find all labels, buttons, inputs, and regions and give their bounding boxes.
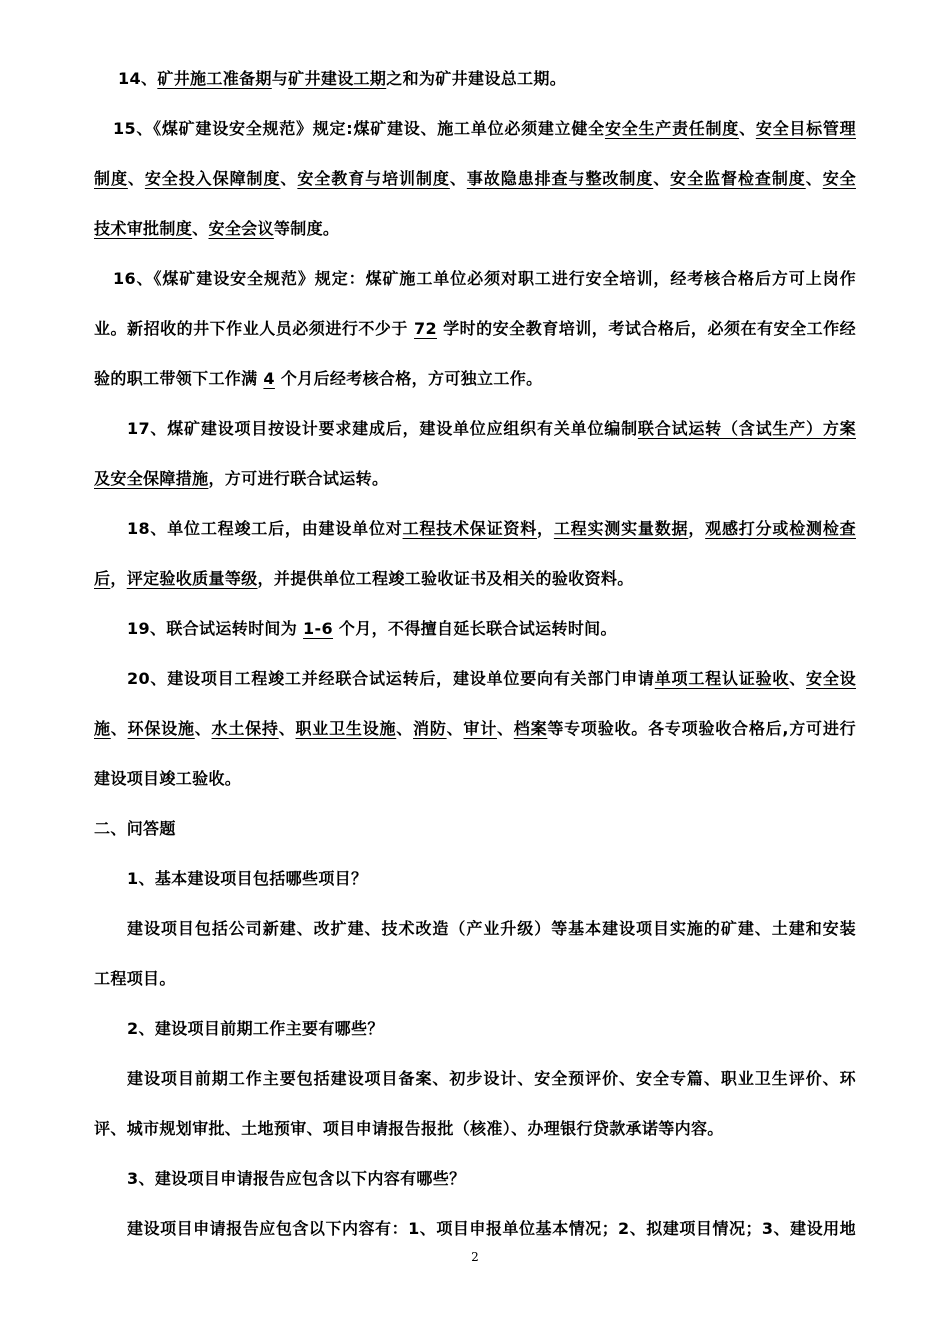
- page-number: 2: [471, 1250, 479, 1264]
- blank-answer: 矿井施工准备期: [157, 69, 272, 88]
- text-run: 、: [278, 719, 296, 738]
- question-1: 1、基本建设项目包括哪些项目？: [127, 869, 368, 888]
- item-20-line-1: [127, 668, 856, 690]
- text-run: 、: [805, 169, 823, 188]
- item-15-line-2: [94, 168, 856, 190]
- text-run: 、: [396, 719, 414, 738]
- text-run: 业。新招收的井下作业人员必须进行不少于: [94, 319, 415, 338]
- blank-answer: 1-6: [303, 619, 334, 638]
- text-run: 与: [271, 69, 289, 88]
- blank-answer: 安全教育与培训制度: [297, 169, 450, 188]
- blank-answer: 安全设: [806, 669, 856, 688]
- text-run: 等制度。: [273, 219, 340, 238]
- item-18-line-2: [94, 568, 856, 590]
- blank-answer: 技术审批制度: [94, 219, 193, 238]
- text-run: 、: [280, 169, 298, 188]
- answer-3-line-1: 建设项目申请报告应包含以下内容有：1、项目申报单位基本情况；2、拟建项目情况；3、建设用地: [127, 1219, 856, 1238]
- text-run: 、: [446, 719, 464, 738]
- question-2: 2、建设项目前期工作主要有哪些？: [127, 1019, 384, 1038]
- blank-answer: 制度: [94, 169, 128, 188]
- blank-answer: 72: [414, 319, 437, 338]
- text-run: 17、煤矿建设项目按设计要求建成后，建设单位应组织有关单位编制: [127, 419, 638, 438]
- text-run: 个月，不得擅自延长联合试运转时间。: [333, 619, 617, 638]
- text-run: 、: [110, 719, 128, 738]
- blank-answer: 水土保持: [211, 719, 279, 738]
- blank-answer: 审计: [463, 719, 497, 738]
- item-19: [127, 618, 856, 640]
- answer-2-line-2: 评、城市规划审批、土地预审、项目申请报告报批（核准）、办理银行贷款承诺等内容。: [94, 1119, 724, 1138]
- blank-answer: 评定验收质量等级: [126, 569, 258, 588]
- question-3: 3、建设项目申请报告应包含以下内容有哪些？: [127, 1169, 466, 1188]
- blank-answer: 安全: [822, 169, 856, 188]
- text-run: ，: [688, 519, 706, 538]
- item-17-line-2: [94, 468, 856, 490]
- blank-answer: 档案: [513, 719, 548, 738]
- answer-1-line-2: 工程项目。: [94, 969, 176, 988]
- blank-answer: 安全监督检查制度: [670, 169, 806, 188]
- text-run: ，: [537, 519, 554, 538]
- blank-answer: 4: [263, 369, 275, 388]
- item-14: [118, 68, 856, 90]
- text-run: 、: [192, 219, 209, 238]
- blank-answer: 安全投入保障制度: [144, 169, 281, 188]
- blank-answer: 安全生产责任制度: [604, 119, 740, 138]
- item-number: 14、: [118, 69, 158, 88]
- text-run: 、: [496, 719, 514, 738]
- blank-answer: 矿井建设工期: [288, 69, 387, 88]
- text-run: 16、《煤矿建设安全规范》规定：煤矿施工单位必须对职工进行安全培训，经考核合格后方可上岗作: [113, 269, 856, 288]
- item-20-line-2: [94, 718, 856, 740]
- blank-answer: 单项工程认证验收: [654, 669, 790, 688]
- text-run: 20、建设项目工程竣工并经联合试运转后，建设单位要向有关部门申请: [127, 669, 655, 688]
- blank-answer: 联合试运转（含试生产）方案: [637, 419, 856, 438]
- blank-answer: 安全会议: [208, 219, 274, 238]
- text-run: 19、联合试运转时间为: [127, 619, 304, 638]
- text-run: 等专项验收。各专项验收合格后,方可进行: [547, 719, 856, 738]
- blank-answer: 施: [94, 719, 111, 738]
- text-run: 学时的安全教育培训，考试合格后，必须在有安全工作经: [437, 319, 856, 338]
- blank-answer: 工程实测实量数据: [553, 519, 689, 538]
- blank-answer: 事故隐患排查与整改制度: [466, 169, 654, 188]
- item-15-line-1: [113, 118, 856, 140]
- blank-answer: 安全目标管理: [755, 119, 856, 138]
- text-run: 建设项目竣工验收。: [94, 769, 242, 788]
- text-run: 之和为矿井建设总工期。: [386, 69, 567, 88]
- blank-answer: 及安全保障措施: [94, 469, 209, 488]
- text-run: 、: [739, 119, 756, 138]
- text-run: 、: [194, 719, 212, 738]
- text-run: 、: [127, 169, 145, 188]
- blank-answer: 职业卫生设施: [295, 719, 397, 738]
- section-heading: 二、问答题: [94, 819, 176, 838]
- text-run: ，: [110, 569, 127, 588]
- text-run: 验的职工带领下工作满: [94, 369, 264, 388]
- answer-2-line-1: 建设项目前期工作主要包括建设项目备案、初步设计、安全预评价、安全专篇、职业卫生评价、环: [127, 1069, 856, 1088]
- text-run: ，并提供单位工程竣工验收证书及相关的验收资料。: [257, 569, 634, 588]
- text-run: 、: [449, 169, 467, 188]
- item-16-line-1: [113, 268, 856, 290]
- item-15-line-3: [94, 218, 856, 240]
- item-20-line-3: [94, 768, 856, 790]
- text-run: 、: [653, 169, 671, 188]
- blank-answer: 观感打分或检测检查: [705, 519, 856, 538]
- text-run: 15、《煤矿建设安全规范》规定:煤矿建设、施工单位必须建立健全: [113, 119, 605, 138]
- text-run: ，方可进行联合试运转。: [208, 469, 389, 488]
- blank-answer: 后: [94, 569, 111, 588]
- text-run: 18、单位工程竣工后，由建设单位对: [127, 519, 403, 538]
- answer-1-line-1: 建设项目包括公司新建、改扩建、技术改造（产业升级）等基本建设项目实施的矿建、土建和安装: [127, 919, 856, 938]
- blank-answer: 工程技术保证资料: [402, 519, 538, 538]
- item-17-line-1: [127, 418, 856, 440]
- item-16-line-3: [94, 368, 856, 390]
- item-18-line-1: [127, 518, 856, 540]
- text-run: 、: [789, 669, 807, 688]
- blank-answer: 消防: [413, 719, 447, 738]
- text-run: 个月后经考核合格，方可独立工作。: [274, 369, 543, 388]
- blank-answer: 环保设施: [127, 719, 195, 738]
- item-16-line-2: [94, 318, 856, 340]
